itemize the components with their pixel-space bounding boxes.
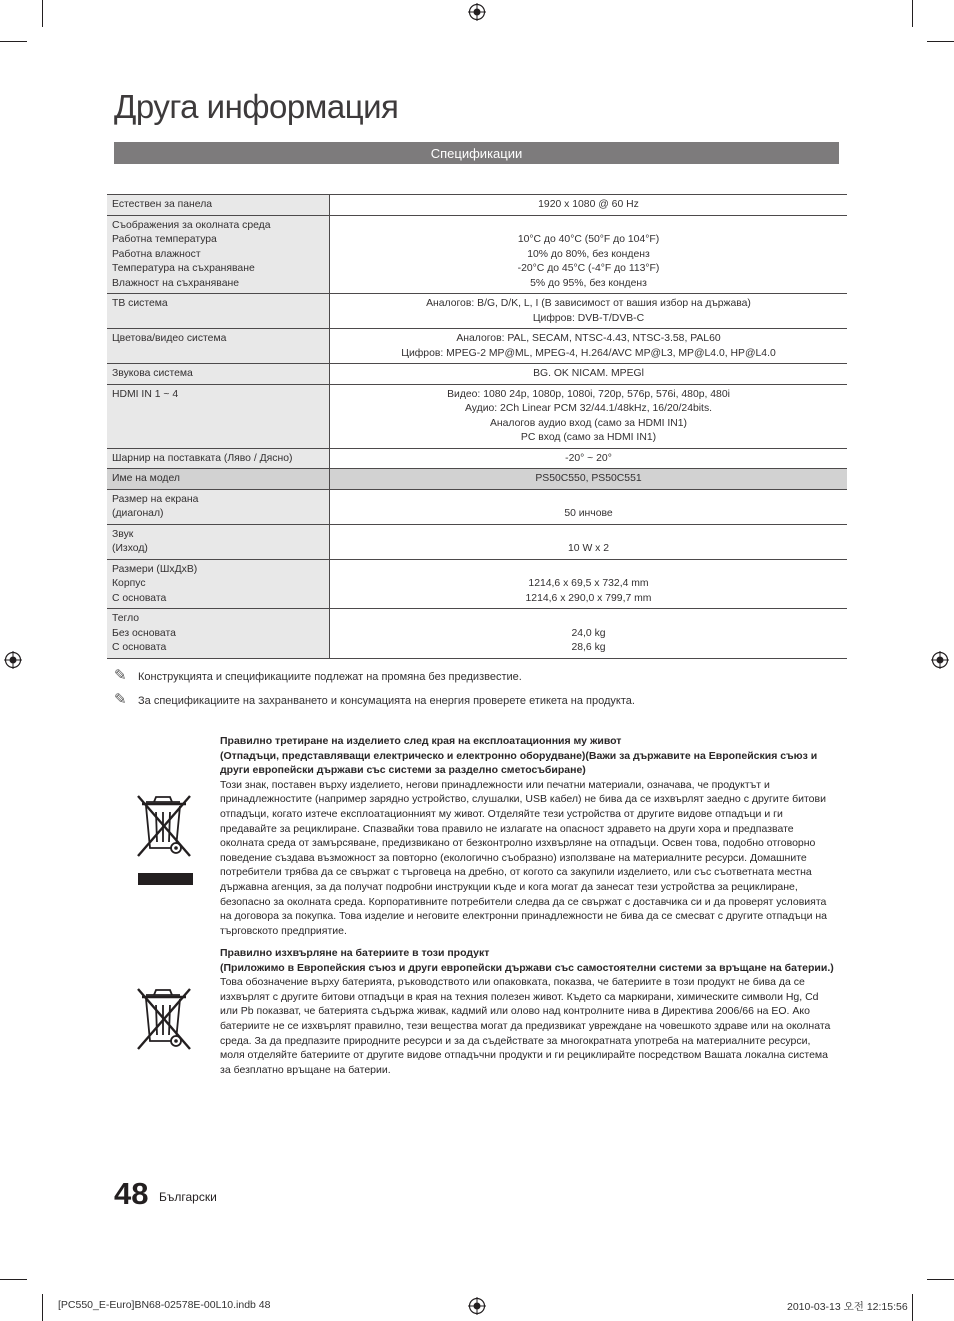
crossed-bin-icon: [134, 790, 196, 862]
spec-row: [107, 384, 847, 448]
spec-value-line: PS50C550, PS50C551: [535, 473, 642, 484]
crop-mark: [42, 0, 43, 27]
spec-label: [107, 215, 330, 294]
spec-value-line: 10°C до 40°C (50°F до 104°F): [517, 234, 660, 245]
spec-label-line: Звук: [112, 528, 134, 540]
spec-value-line: -20°C до 45°C (-4°F до 113°F): [517, 263, 660, 274]
spec-row: [107, 448, 847, 469]
spec-label-line: Без основата: [112, 627, 176, 639]
pencil-note-icon: ✎: [114, 667, 127, 684]
spec-label-line: Работна температура: [112, 234, 217, 245]
spec-value: [330, 384, 848, 448]
weee-subtitle: (Отпадъци, представляващи електрическо и електронно оборудване)(Важи за държавите на Европейския съюз и други европейски държави със системи за разделно сметосъбиране): [220, 749, 818, 777]
spec-value: [330, 448, 848, 469]
spec-row: [107, 469, 847, 490]
crop-mark: [912, 1294, 913, 1321]
battery-title: Правилно изхвърляне на батериите в този продукт: [220, 947, 490, 959]
spec-label: [107, 448, 330, 469]
spec-value-line: 10% до 80%, без конденз: [527, 248, 650, 260]
spec-value-line: Аналогов: B/G, D/K, L, I (В зависимост от вашия избор на държава): [426, 298, 751, 309]
spec-label-line: Размери (ШxДxВ): [112, 563, 198, 575]
note-text: За спецификациите на захранването и консумацията на енергия проверете етикета на продукта.: [138, 695, 635, 707]
spec-label: [107, 294, 330, 329]
spec-value: [330, 559, 848, 609]
spec-value-line: 1920 x 1080 @ 60 Hz: [538, 199, 639, 210]
spec-label-line: Температура на съхраняване: [112, 263, 255, 274]
spec-label-line: (диагонал): [112, 508, 164, 519]
spec-value: [330, 294, 848, 329]
spec-row: [107, 294, 847, 329]
spec-label-line: Естествен за панела: [112, 199, 213, 210]
spec-row: [107, 524, 847, 559]
crop-mark: [0, 41, 27, 42]
spec-row: [107, 364, 847, 385]
spec-label-line: Име на модел: [112, 473, 180, 484]
spec-value: [330, 609, 848, 659]
spec-value-line: 1214,6 x 290,0 x 799,7 mm: [525, 592, 652, 604]
crop-mark: [927, 41, 954, 42]
weee-title: Правилно третиране на изделието след края на експлоатационния му живот: [220, 735, 622, 747]
spec-value: [330, 524, 848, 559]
registration-mark-icon: [468, 1297, 486, 1315]
spec-value-line: BG. OK NICAM. MPEGl: [533, 368, 644, 379]
spec-value: [330, 469, 848, 490]
spec-label-line: С основата: [112, 592, 167, 604]
page-title: Друга информация: [114, 88, 399, 125]
spec-row: [107, 609, 847, 659]
crop-mark: [42, 1294, 43, 1321]
spec-value: [330, 215, 848, 294]
spec-value-line: Видео: 1080 24p, 1080p, 1080i, 720p, 576p, 576i, 480p, 480i: [447, 388, 730, 400]
spec-label-line: Корпус: [112, 578, 146, 589]
spec-label-line: Шарнир на поставката (Ляво / Дясно): [112, 452, 293, 464]
registration-mark-icon: [468, 3, 486, 21]
spec-label-line: Съображения за околната среда: [112, 219, 271, 231]
spec-label-line: С основата: [112, 642, 167, 653]
spec-row: [107, 489, 847, 524]
crossed-bin-icon: [134, 983, 196, 1055]
spec-value-line: 10 W x 2: [568, 543, 609, 554]
spec-value-line: Аналогов: PAL, SECAM, NTSC-4.43, NTSC-3.58, PAL60: [456, 333, 721, 344]
spec-label: [107, 195, 330, 216]
spec-label-line: Цветова/видео система: [112, 333, 227, 344]
spec-value: [330, 489, 848, 524]
spec-label: [107, 524, 330, 559]
footer-file-info: [PC550_E-Euro]BN68-02578E-00L10.indb 48: [58, 1299, 271, 1311]
spec-value-line: Аудио: 2Ch Linear PCM 32/44.1/48kHz, 16/20/24bits.: [464, 403, 713, 414]
battery-body: Това обозначение върху батерията, ръководството или опаковката, показва, че батериите в този продукт не бива да се изхвърлят с другите битови отпадъци в края на техния полезен живот. Където са маркирани, химическите символи Hg, Cd или Pb показват, че батерията съдържа живак, кадмий или олово над контролните нива в Директива 2006/66 на ЕО. Ако батериите не се изхвърлят правилно, тези вещества могат да предизвикат увреждане на човешкото здраве или на околната среда. За да предпазите природните ресурси и за да съдействате за многократната употреба на материалните ресурси, моля отделяйте батериите от другите видове отпадъчни продукти и ги рециклирайте посредством Вашата локална система за безплатно връщане на батерии.: [220, 976, 831, 1076]
weee-black-bar: [138, 873, 193, 885]
crop-mark: [0, 1279, 27, 1280]
spec-value-line: 24,0 kg: [571, 627, 606, 639]
spec-value-line: PC вход (само за HDMI IN1): [520, 432, 657, 443]
spec-label-line: ТВ система: [112, 298, 168, 309]
registration-mark-icon: [4, 651, 22, 669]
pencil-note-icon: ✎: [114, 691, 127, 708]
spec-row: [107, 559, 847, 609]
spec-value: [330, 329, 848, 364]
spec-label-line: Тегло: [112, 613, 140, 624]
spec-value-line: Аналогов аудио вход (само за HDMI IN1): [489, 417, 688, 429]
spec-value-line: 1214,6 x 69,5 x 732,4 mm: [528, 578, 649, 589]
weee-body: Този знак, поставен върху изделието, негови принадлежности или печатни материали, означава, че продуктът и принадлежностите (например зарядно устройство, слушалки, USB кабел) не бива да се изхвърлят заедно с другите битови отпадъци, когато изтече експлоатационният му живот. Отделяйте тези устройства от другите видове отпадъци и ги предавайте за рециклиране. Спазвайки това правило не излагате на опасност здравето на други хора и предпазвате околната среда от замърсяване, предизвикано от безконтролно изхвърляне на отпадъци. Освен това, подобно отговорно поведение създава възможност за повторно (екологично съобразно) използване на материалните ресурси. Домашните потребители трябва да се свържат с търговеца на дребно, от когото са закупили изделието, или със съответната местна държавна агенция, за да получат подробни инструкции къде и кога могат да занесат тези устройства за рециклиране, безопасно за околната среда. Корпоративните потребители следва да се свържат с доставчика си и да проверят условията на договора за покупка. Това изделие и неговите електронни принадлежности не бива да се смесват с другите отпадъци на търговското предприятие.: [220, 778, 828, 937]
spec-value-line: 50 инчове: [564, 508, 613, 519]
spec-label: [107, 364, 330, 385]
spec-label-line: (Изход): [112, 543, 148, 554]
spec-value-line: Цифров: DVB-T/DVB-C: [532, 312, 645, 324]
spec-label: [107, 469, 330, 490]
note-text: Конструкцията и спецификациите подлежат на промяна без предизвестие.: [138, 671, 522, 683]
spec-value-line: -20° ~ 20°: [565, 452, 612, 464]
spec-label-line: Работна влажност: [112, 248, 201, 260]
page-language: Български: [159, 1190, 217, 1204]
spec-label-line: Влажност на съхраняване: [112, 277, 239, 289]
registration-mark-icon: [931, 651, 949, 669]
spec-value: [330, 195, 848, 216]
note-item: [114, 690, 635, 708]
specifications-table: [107, 194, 847, 659]
spec-value: [330, 364, 848, 385]
spec-row: [107, 329, 847, 364]
spec-label: [107, 609, 330, 659]
page-number: 48: [114, 1176, 149, 1211]
battery-subtitle: (Приложимо в Европейския съюз и други европейски държави със самостоятелни системи за връщане на батерии.): [220, 961, 834, 974]
spec-row: [107, 195, 847, 216]
note-item: [114, 666, 522, 684]
section-header: Спецификации: [114, 142, 839, 164]
spec-label: [107, 329, 330, 364]
spec-value-line: 5% до 95%, без конденз: [530, 277, 647, 289]
spec-row: [107, 215, 847, 294]
spec-label: [107, 489, 330, 524]
battery-section: [220, 946, 836, 1077]
spec-value-line: 28,6 kg: [571, 642, 606, 653]
crop-mark: [927, 1279, 954, 1280]
spec-label-line: Размер на екрана: [112, 493, 199, 505]
weee-section: [220, 734, 836, 938]
footer-timestamp: 2010-03-13 오전 12:15:56: [787, 1301, 908, 1313]
spec-label: [107, 384, 330, 448]
spec-value-line: Цифров: MPEG-2 MP@ML, MPEG-4, H.264/AVC MP@L3, MP@L4.0, HP@L4.0: [401, 347, 776, 359]
crop-mark: [912, 0, 913, 27]
spec-label-line: Звукова система: [112, 368, 193, 379]
spec-label: [107, 559, 330, 609]
spec-label-line: HDMI IN 1 ~ 4: [112, 388, 179, 400]
